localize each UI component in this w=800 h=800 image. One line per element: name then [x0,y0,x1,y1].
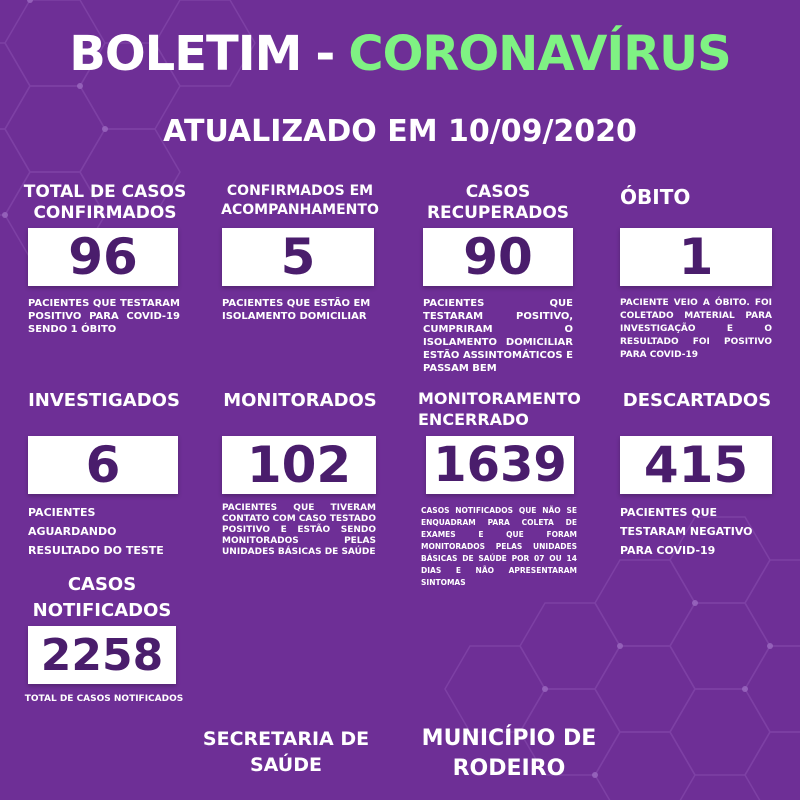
card-desc-total-confirmados: PACIENTES QUE TESTARAM POSITIVO PARA COVID-19 SENDO 1 ÓBITO [28,298,180,335]
card-label-descartados: DESCARTADOS [622,390,772,411]
card-desc-casos-notificados: TOTAL DE CASOS NOTIFICADOS [24,694,184,704]
card-label-obito: ÓBITO [620,185,691,209]
card-label-confirmados-acompanhamento: CONFIRMADOS EM ACOMPANHAMENTO [221,183,379,218]
card-desc-investigados: PACIENTES AGUARDANDO RESULTADO DO TESTE [28,506,164,557]
footer-municipio: MUNICÍPIO DE RODEIRO [421,726,597,781]
card-label-monitoramento-encerrado: MONITORAMENTO ENCERRADO [418,389,581,429]
card-desc-monitoramento-encerrado: CASOS NOTIFICADOS QUE NÃO SE ENQUADRAM PARA COLETA DE EXAMES E QUE FORAM MONITORADOS PELAS UNIDADES BÁSICAS DE SAÚDE POR 07 OU 14 DIAS E NÃO APRESENTARAM SINTOMAS [421,506,577,587]
card-desc-recuperados: PACIENTES QUE TESTARAM POSITIVO, CUMPRIRAM O ISOLAMENTO DOMICILIAR ESTÃO ASSINTOMÁTICOS E PASSAM BEM [423,298,573,374]
card-label-monitorados: MONITORADOS [223,390,377,411]
card-value-recuperados: 90 [423,228,573,286]
card-desc-obito: PACIENTE VEIO A ÓBITO. FOI COLETADO MATERIAL PARA INVESTIGAÇÃO E O RESULTADO FOI POSITIVO PARA COVID-19 [620,298,772,360]
card-label-casos-notificados: CASOS NOTIFICADOS [32,574,172,621]
card-value-total-confirmados: 96 [28,228,178,286]
footer-secretaria: SECRETARIA DE SAÚDE [202,728,370,776]
card-desc-monitorados: PACIENTES QUE TIVERAM CONTATO COM CASO TESTADO POSITIVO E ESTÃO SENDO MONITORADOS PELAS UNIDADES BÁSICAS DE SAÚDE [222,503,376,557]
card-value-monitorados: 102 [222,436,376,494]
card-value-obito: 1 [620,228,772,286]
title-separator: - [315,26,335,82]
card-value-investigados: 6 [28,436,178,494]
card-value-casos-notificados: 2258 [28,626,176,684]
updated-date: ATUALIZADO EM 10/09/2020 [163,114,637,149]
card-value-confirmados-acompanhamento: 5 [222,228,374,286]
card-label-recuperados: CASOS RECUPERADOS [426,182,570,223]
card-desc-confirmados-acompanhamento: PACIENTES QUE ESTÃO EM ISOLAMENTO DOMICILIAR [222,298,371,322]
title-left: BOLETIM [69,26,302,82]
card-desc-descartados: PACIENTES QUE TESTARAM NEGATIVO PARA COVID-19 [620,506,753,557]
card-label-total-confirmados: TOTAL DE CASOS CONFIRMADOS [23,182,187,223]
title-right: CORONAVÍRUS [348,26,731,82]
card-value-monitoramento-encerrado: 1639 [426,436,574,494]
card-label-investigados: INVESTIGADOS [28,390,180,411]
bulletin-title [0,22,800,86]
card-value-descartados: 415 [620,436,772,494]
